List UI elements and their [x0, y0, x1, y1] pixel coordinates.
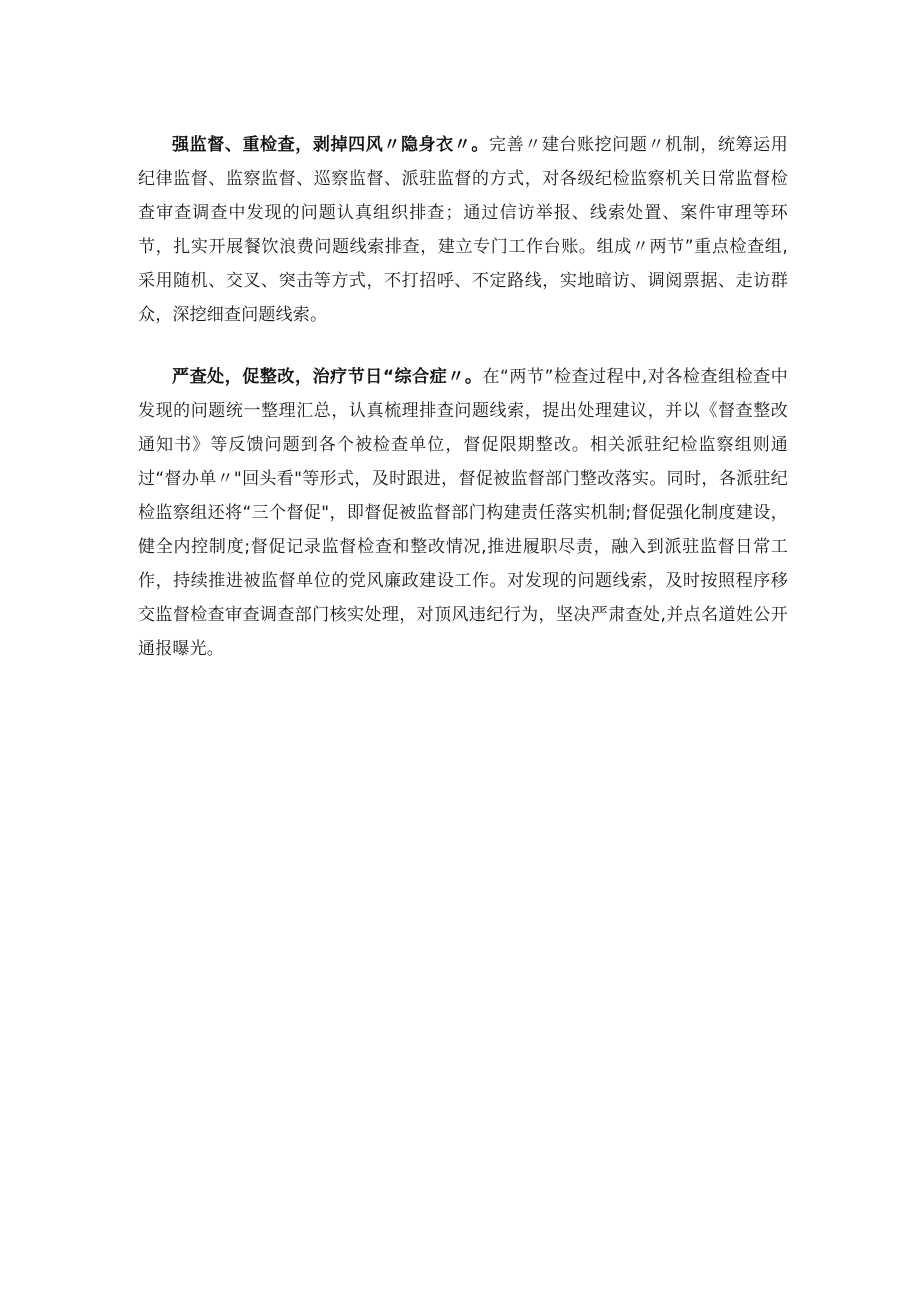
- paragraph-2: [138, 360, 788, 666]
- document-body: [138, 128, 788, 666]
- paragraph-1-text: 完善〃建台账挖问题〃机制，统筹运用纪律监督、监察监督、巡察监督、派驻监督的方式，对各级纪检监察机关日常监督检查审查调查中发现的问题认真组织排查；通过信访举报、线索处置、案件审理等环节，扎实开展餐饮浪费问题线索排查，建立专门工作台账。组成〃两节”重点检查组,采用随机、交叉、突击等方式，不打招呼、不定路线，实地暗访、调阅票据、走访群众，深挖细查问题线索。: [138, 135, 788, 325]
- paragraph-2-text: 在“两节”检查过程中,对各检查组检查中发现的问题统一整理汇总，认真梳理排查问题线索，提出处理建议，并以《督查整改通知书》等反馈问题到各个被检查单位，督促限期整改。相关派驻纪检监察组则通过“督办单〃"回头看"等形式，及时跟进，督促被监督部门整改落实。同时，各派驻纪检监察组还将“三个督促"，即督促被监督部门构建责任落实机制;督促强化制度建设，健全内控制度;督促记录监督检查和整改情况,推进履职尽责，融入到派驻监督日常工作，持续推进被监督单位的党风廉政建设工作。对发现的问题线索，及时按照程序移交监督检查审查调查部门核实处理，对顶风违纪行为，坚决严肃查处,并点名道姓公开通报曝光。: [138, 367, 788, 659]
- paragraph-1-lead: 强监督、重检查，剥掉四风〃隐身衣〃。: [172, 135, 490, 155]
- paragraph-1: [138, 128, 788, 332]
- paragraph-2-lead: 严查处，促整改，治疗节日“综合症〃。: [172, 367, 483, 387]
